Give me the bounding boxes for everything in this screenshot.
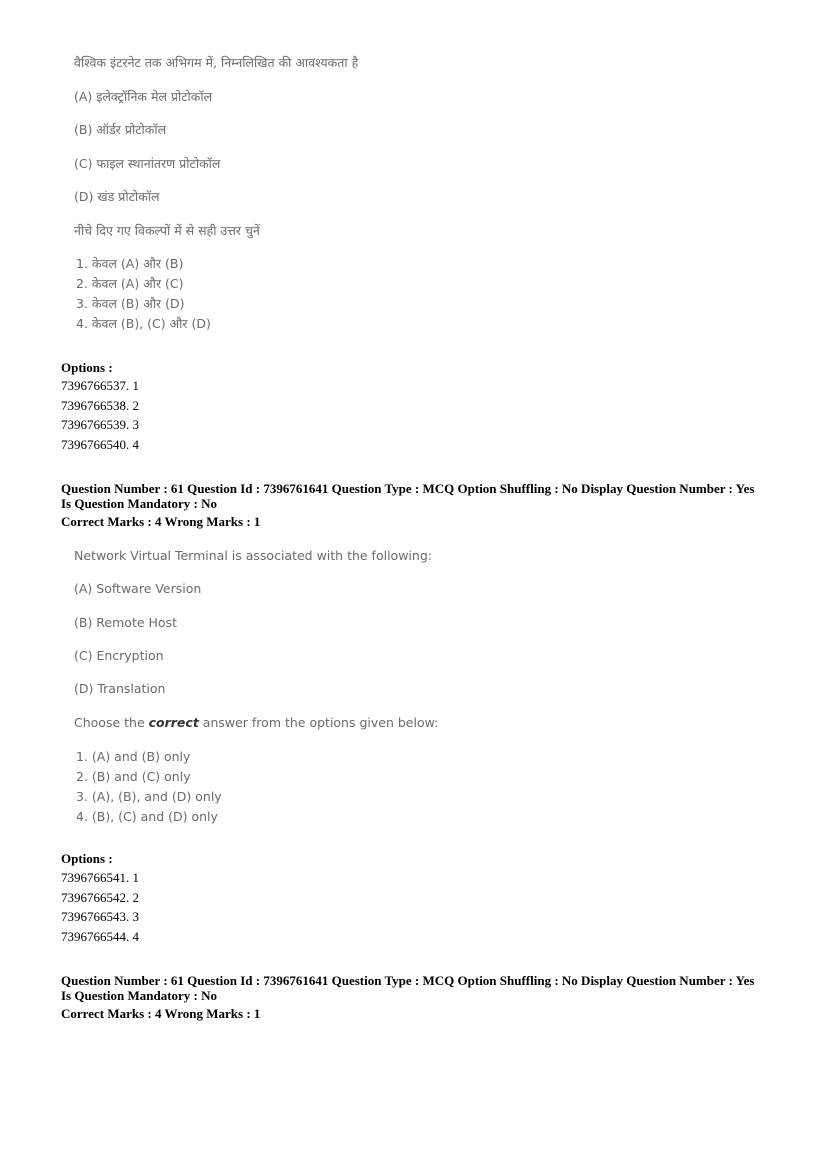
answer-choices (76, 747, 222, 827)
instruction: Choose the correct answer from the options given below: (74, 715, 439, 730)
option-id: 7396766541. 1 (61, 870, 139, 885)
statement-b: (B) ऑर्डर प्रोटोकॉल (74, 122, 167, 137)
options-label: Options : (61, 851, 113, 866)
question-stem: वैश्विक इंटरनेट तक अभिगम में, निम्नलिखित की आवश्यकता है (74, 55, 359, 70)
marks-info: Correct Marks : 4 Wrong Marks : 1 (61, 514, 261, 529)
answer-choice: 1. केवल (A) और (B) (76, 256, 184, 271)
option-id: 7396766537. 1 (61, 378, 139, 393)
statement-a: (A) इलेक्ट्रॉनिक मेल प्रोटोकॉल (74, 89, 213, 104)
emphasis-correct: correct (148, 715, 199, 730)
mandatory-info: Is Question Mandatory : No (61, 988, 218, 1003)
answer-choice: 3. (A), (B), and (D) only (76, 789, 222, 804)
statement-d: (D) Translation (74, 681, 166, 696)
question-image-english (62, 542, 482, 832)
answer-choice: 2. केवल (A) और (C) (76, 276, 184, 291)
options-label: Options : (61, 360, 113, 375)
statement-d: (D) खंड प्रोटोकॉल (74, 189, 160, 204)
marks-info: Correct Marks : 4 Wrong Marks : 1 (61, 1006, 261, 1021)
answer-choice: 4. (B), (C) and (D) only (76, 809, 218, 824)
statement-c: (C) फाइल स्थानांतरण प्रोटोकॉल (74, 156, 221, 171)
option-id: 7396766540. 4 (61, 436, 139, 452)
mandatory-info: Is Question Mandatory : No (61, 496, 218, 511)
option-id: 7396766538. 2 (61, 397, 139, 413)
answer-choice: 2. (B) and (C) only (76, 769, 191, 784)
option-id-list (61, 376, 139, 454)
answer-choice: 3. केवल (B) और (D) (76, 296, 185, 311)
option-id: 7396766539. 3 (61, 417, 139, 432)
instruction: नीचे दिए गए विकल्पों में से सही उत्तर चुनें (74, 223, 260, 238)
answer-choices (76, 254, 211, 334)
option-id: 7396766544. 4 (61, 928, 139, 944)
answer-choice: 1. (A) and (B) only (76, 749, 191, 764)
statement-c: (C) Encryption (74, 648, 164, 663)
option-id-list (61, 868, 139, 946)
option-id: 7396766542. 2 (61, 889, 139, 905)
statement-a: (A) Software Version (74, 581, 202, 596)
question-image-hindi (62, 50, 482, 340)
question-stem: Network Virtual Terminal is associated with the following: (74, 548, 432, 563)
answer-choice: 4. केवल (B), (C) और (D) (76, 316, 211, 331)
question-meta: Question Number : 61 Question Id : 7396761641 Question Type : MCQ Option Shuffling : No Display Question Number : Yes (61, 481, 755, 496)
question-meta: Question Number : 61 Question Id : 7396761641 Question Type : MCQ Option Shuffling : No Display Question Number : Yes (61, 973, 755, 988)
option-id: 7396766543. 3 (61, 909, 139, 924)
statement-b: (B) Remote Host (74, 615, 177, 630)
